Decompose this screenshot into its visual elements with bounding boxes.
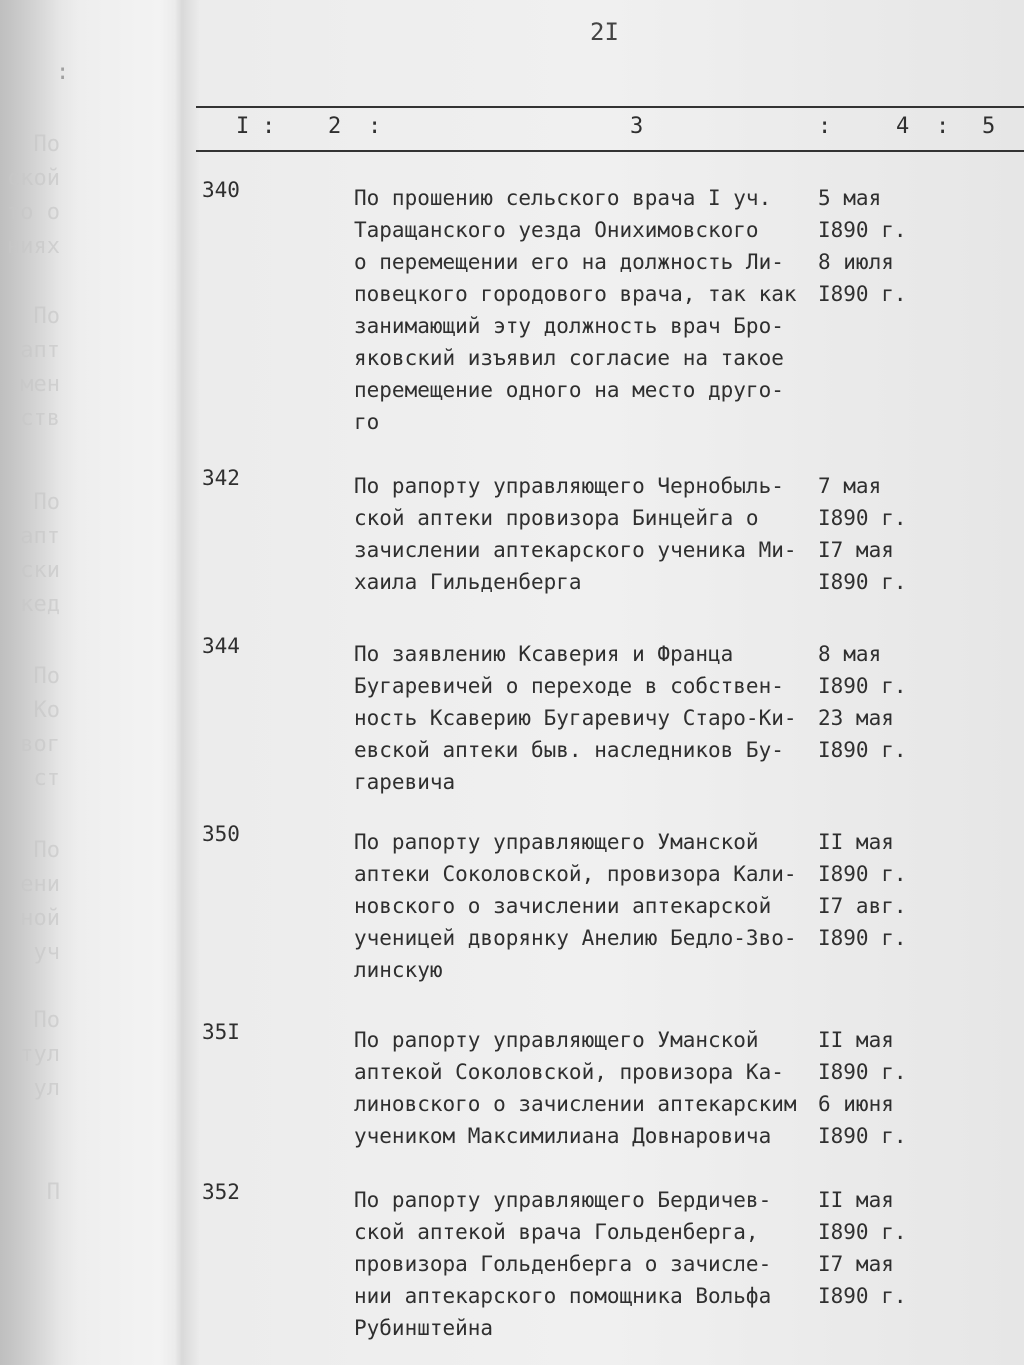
description-line: перемещение одного на место друго-: [354, 378, 784, 402]
facing-page-fragment: ниях: [7, 234, 60, 259]
date-line: I7 авг.: [818, 894, 907, 918]
facing-page-fragment: По: [33, 1008, 60, 1033]
date-line: 7 мая: [818, 474, 882, 498]
description-line: линскую: [354, 958, 443, 982]
facing-page-fragment: уч: [33, 940, 60, 965]
facing-page-fragment: мен: [20, 372, 60, 397]
date-line: 6 июня: [818, 1092, 894, 1116]
description-line: ской аптекой врача Гольденберга,: [354, 1220, 759, 1244]
description-line: По рапорту управляющего Бердичев-: [354, 1188, 772, 1212]
date-line: 23 мая: [818, 706, 894, 730]
header-sep-1: :: [262, 114, 276, 139]
facing-page-fragment: то о: [7, 200, 60, 225]
description-line: новского о зачислении аптекарской: [354, 894, 772, 918]
entry-number: 342: [202, 466, 240, 490]
header-col-2: 2: [328, 114, 342, 139]
date-line: I890 г.: [818, 1284, 907, 1308]
date-line: I890 г.: [818, 1124, 907, 1148]
facing-page-fragment: По: [33, 304, 60, 329]
description-line: По заявлению Ксаверия и Франца: [354, 642, 734, 666]
date-line: I890 г.: [818, 1060, 907, 1084]
facing-page-fragment: Ко: [33, 698, 60, 723]
description-line: повецкого городового врача, так как: [354, 282, 797, 306]
header-col-5: 5: [982, 114, 996, 139]
entry-description: [354, 638, 824, 798]
description-line: учеником Максимилиана Довнаровича: [354, 1124, 772, 1148]
date-line: I890 г.: [818, 674, 907, 698]
table-header: [196, 114, 1024, 146]
entry-number: 35I: [202, 1020, 240, 1044]
date-line: I890 г.: [818, 738, 907, 762]
description-line: яковский изъявил согласие на такое: [354, 346, 784, 370]
facing-page-fragment: По: [33, 132, 60, 157]
description-line: По рапорту управляющего Уманской: [354, 1028, 759, 1052]
date-line: I890 г.: [818, 218, 907, 242]
facing-page-fragment: По: [33, 664, 60, 689]
date-line: I7 мая: [818, 1252, 894, 1276]
facing-page-fragment: вог: [20, 732, 60, 757]
description-line: ской аптеки провизора Бинцейга о: [354, 506, 759, 530]
description-line: Таращанского уезда Онихимовского: [354, 218, 759, 242]
facing-page-fragment: апт: [20, 524, 60, 549]
entry-description: [354, 1024, 824, 1152]
description-line: По рапорту управляющего Уманской: [354, 830, 759, 854]
date-line: I890 г.: [818, 570, 907, 594]
facing-page-fragment: ски: [20, 558, 60, 583]
facing-page-fragment: апт: [20, 338, 60, 363]
description-line: гаревича: [354, 770, 456, 794]
description-line: Рубинштейна: [354, 1316, 494, 1340]
date-line: 5 мая: [818, 186, 882, 210]
description-line: аптекой Соколовской, провизора Ка-: [354, 1060, 784, 1084]
description-line: хаила Гильденберга: [354, 570, 582, 594]
entry-number: 352: [202, 1180, 240, 1204]
entry-number: 350: [202, 822, 240, 846]
description-line: го: [354, 410, 380, 434]
description-line: нии аптекарского помощника Вольфа: [354, 1284, 772, 1308]
facing-page-fragment: тул: [20, 1042, 60, 1067]
description-line: аптеки Соколовской, провизора Кали-: [354, 862, 797, 886]
date-line: II мая: [818, 830, 894, 854]
date-line: I890 г.: [818, 862, 907, 886]
facing-page-fragment: По: [33, 838, 60, 863]
entry-description: [354, 182, 824, 438]
facing-page-edge: [0, 0, 180, 1365]
header-sep-3: :: [818, 114, 832, 139]
description-line: По прошению сельского врача I уч.: [354, 186, 772, 210]
facing-page-colon: :: [56, 60, 70, 85]
description-line: евской аптеки быв. наследников Бу-: [354, 738, 784, 762]
description-line: По рапорту управляющего Чернобыль-: [354, 474, 784, 498]
facing-page-fragment: ст: [33, 766, 60, 791]
description-line: о перемещении его на должность Ли-: [354, 250, 784, 274]
facing-page-fragment: кед: [20, 592, 60, 617]
entry-dates: [818, 182, 1024, 310]
description-line: провизора Гольденберга о зачисле-: [354, 1252, 772, 1276]
facing-page-fragment: ств: [20, 406, 60, 431]
entry-description: [354, 1184, 824, 1344]
entry-dates: [818, 826, 1024, 954]
description-line: зачислении аптекарского ученика Ми-: [354, 538, 797, 562]
facing-page-fragment: ул: [33, 1076, 60, 1101]
date-line: I890 г.: [818, 926, 907, 950]
entry-number: 340: [202, 178, 240, 202]
entry-dates: [818, 1024, 1024, 1152]
header-col-4: 4: [896, 114, 910, 139]
date-line: 8 мая: [818, 642, 882, 666]
date-line: I890 г.: [818, 506, 907, 530]
facing-page-fragment: ени: [20, 872, 60, 897]
date-line: I890 г.: [818, 282, 907, 306]
description-line: Бугаревичей о переходе в собствен-: [354, 674, 784, 698]
header-col-3: 3: [630, 114, 644, 139]
entry-description: [354, 826, 824, 986]
facing-page-fragment: По: [33, 490, 60, 515]
description-line: линовского о зачислении аптекарским: [354, 1092, 797, 1116]
description-line: ученицей дворянку Анелию Бедло-Зво-: [354, 926, 797, 950]
entry-dates: [818, 638, 1024, 766]
header-col-1: I: [236, 114, 250, 139]
date-line: I7 мая: [818, 538, 894, 562]
date-line: II мая: [818, 1188, 894, 1212]
description-line: занимающий эту должность врач Бро-: [354, 314, 784, 338]
date-line: 8 июля: [818, 250, 894, 274]
facing-page-fragment: ской: [7, 166, 60, 191]
entry-dates: [818, 470, 1024, 598]
entry-description: [354, 470, 824, 598]
table-top-rule: [196, 106, 1024, 108]
date-line: I890 г.: [818, 1220, 907, 1244]
facing-page-fragment: П: [46, 1180, 60, 1205]
header-sep-4: :: [936, 114, 950, 139]
table-header-rule: [196, 150, 1024, 152]
description-line: ность Ксаверию Бугаревичу Старо-Ки-: [354, 706, 797, 730]
header-sep-2: :: [368, 114, 382, 139]
entry-dates: [818, 1184, 1024, 1312]
date-line: II мая: [818, 1028, 894, 1052]
entry-number: 344: [202, 634, 240, 658]
page-number: 2I: [590, 18, 619, 46]
facing-page-fragment: ной: [20, 906, 60, 931]
